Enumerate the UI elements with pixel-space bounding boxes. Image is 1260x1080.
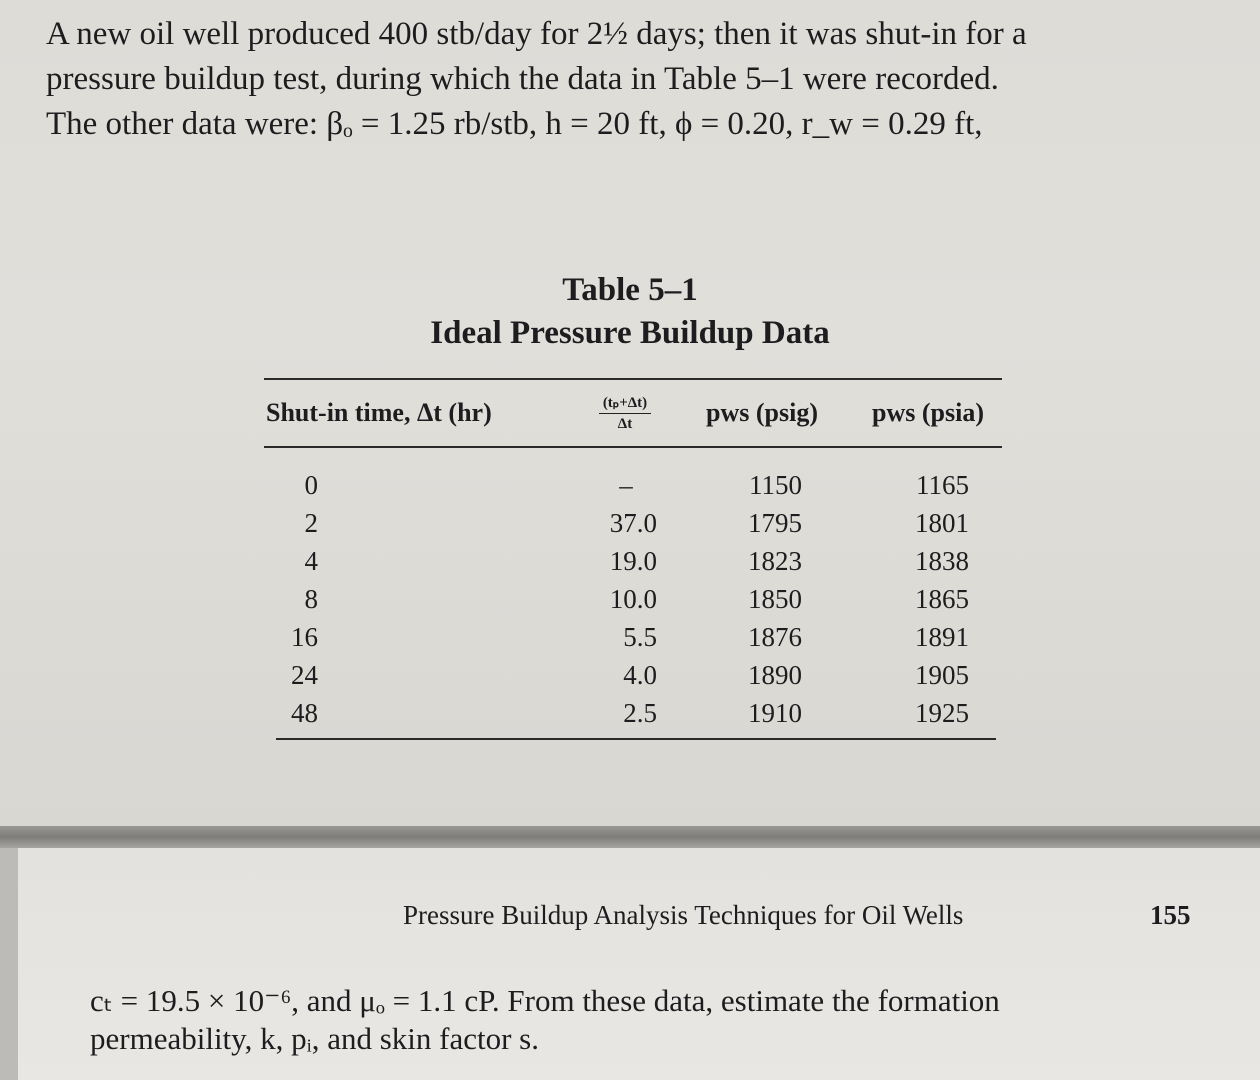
table-cell: 1890 xyxy=(748,660,802,690)
header-pws-psia: pws (psia) xyxy=(872,398,984,427)
table-cell: 5.5 xyxy=(623,622,657,652)
table-cell: 48 xyxy=(291,698,318,728)
header-pws-psig: pws (psig) xyxy=(706,398,818,427)
intro-line-1: A new oil well produced 400 stb/day for 2½ days; then it was shut-in for a xyxy=(46,16,1027,52)
table-cell: 1150 xyxy=(749,470,802,500)
table-cell: 1910 xyxy=(748,698,802,728)
table-caption-title: Ideal Pressure Buildup Data xyxy=(430,315,830,351)
running-title: Pressure Buildup Analysis Techniques for Oil Wells xyxy=(403,900,964,930)
table-cell: 37.0 xyxy=(609,508,657,538)
intro-paragraph xyxy=(46,12,1226,147)
page-number: 155 xyxy=(1150,900,1191,930)
table-cell: 1876 xyxy=(748,622,802,652)
table-cell: 10.0 xyxy=(609,584,657,614)
table-cell: 1838 xyxy=(915,546,969,576)
column-time-ratio xyxy=(575,466,657,732)
table-cell: 0 xyxy=(304,470,318,500)
table-cell: 4 xyxy=(304,546,318,576)
header-ratio-numerator: (tₚ+Δt) xyxy=(599,393,651,414)
table-cell: 1891 xyxy=(915,622,969,652)
header-time-ratio xyxy=(580,393,670,434)
continuation-line-1: cₜ = 19.5 × 10⁻⁶, and μₒ = 1.1 cP. From these data, estimate the formation xyxy=(90,983,1000,1018)
column-pws-psig xyxy=(720,466,802,732)
table-top-rule xyxy=(264,378,1002,380)
intro-line-2: pressure buildup test, during which the data in Table 5–1 were recorded. xyxy=(46,61,999,97)
table-cell: 1850 xyxy=(748,584,802,614)
table-cell: 1165 xyxy=(916,470,969,500)
header-ratio-denominator: Δt xyxy=(617,416,633,432)
page-edge xyxy=(0,848,18,1080)
header-shut-in-time: Shut-in time, Δt (hr) xyxy=(266,398,492,427)
table-cell: 1801 xyxy=(915,508,969,538)
column-pws-psia xyxy=(885,466,969,732)
table-cell: 1925 xyxy=(915,698,969,728)
table-bottom-rule xyxy=(276,738,996,740)
intro-line-3: The other data were: βₒ = 1.25 rb/stb, h = 20 ft, ϕ = 0.20, r_w = 0.29 ft, xyxy=(46,106,983,142)
table-cell: 1865 xyxy=(915,584,969,614)
table-cell: 1823 xyxy=(748,546,802,576)
table-cell: 24 xyxy=(291,660,318,690)
table-cell: 4.0 xyxy=(623,660,657,690)
continuation-line-2: permeability, k, pᵢ, and skin factor s. xyxy=(90,1021,540,1056)
table-cell: 19.0 xyxy=(609,546,657,576)
table-cell: 1795 xyxy=(748,508,802,538)
column-shut-in-time xyxy=(268,466,318,732)
page-gutter xyxy=(0,826,1260,848)
table-cell: 1905 xyxy=(915,660,969,690)
table-cell: – xyxy=(619,470,633,500)
table-header-rule xyxy=(264,446,1002,448)
continuation-paragraph xyxy=(90,982,1195,1058)
table-cell: 2.5 xyxy=(623,698,657,728)
table-cell: 16 xyxy=(291,622,318,652)
table-caption-number: Table 5–1 xyxy=(562,272,698,308)
table-cell: 2 xyxy=(304,508,318,538)
table-cell: 8 xyxy=(304,584,318,614)
